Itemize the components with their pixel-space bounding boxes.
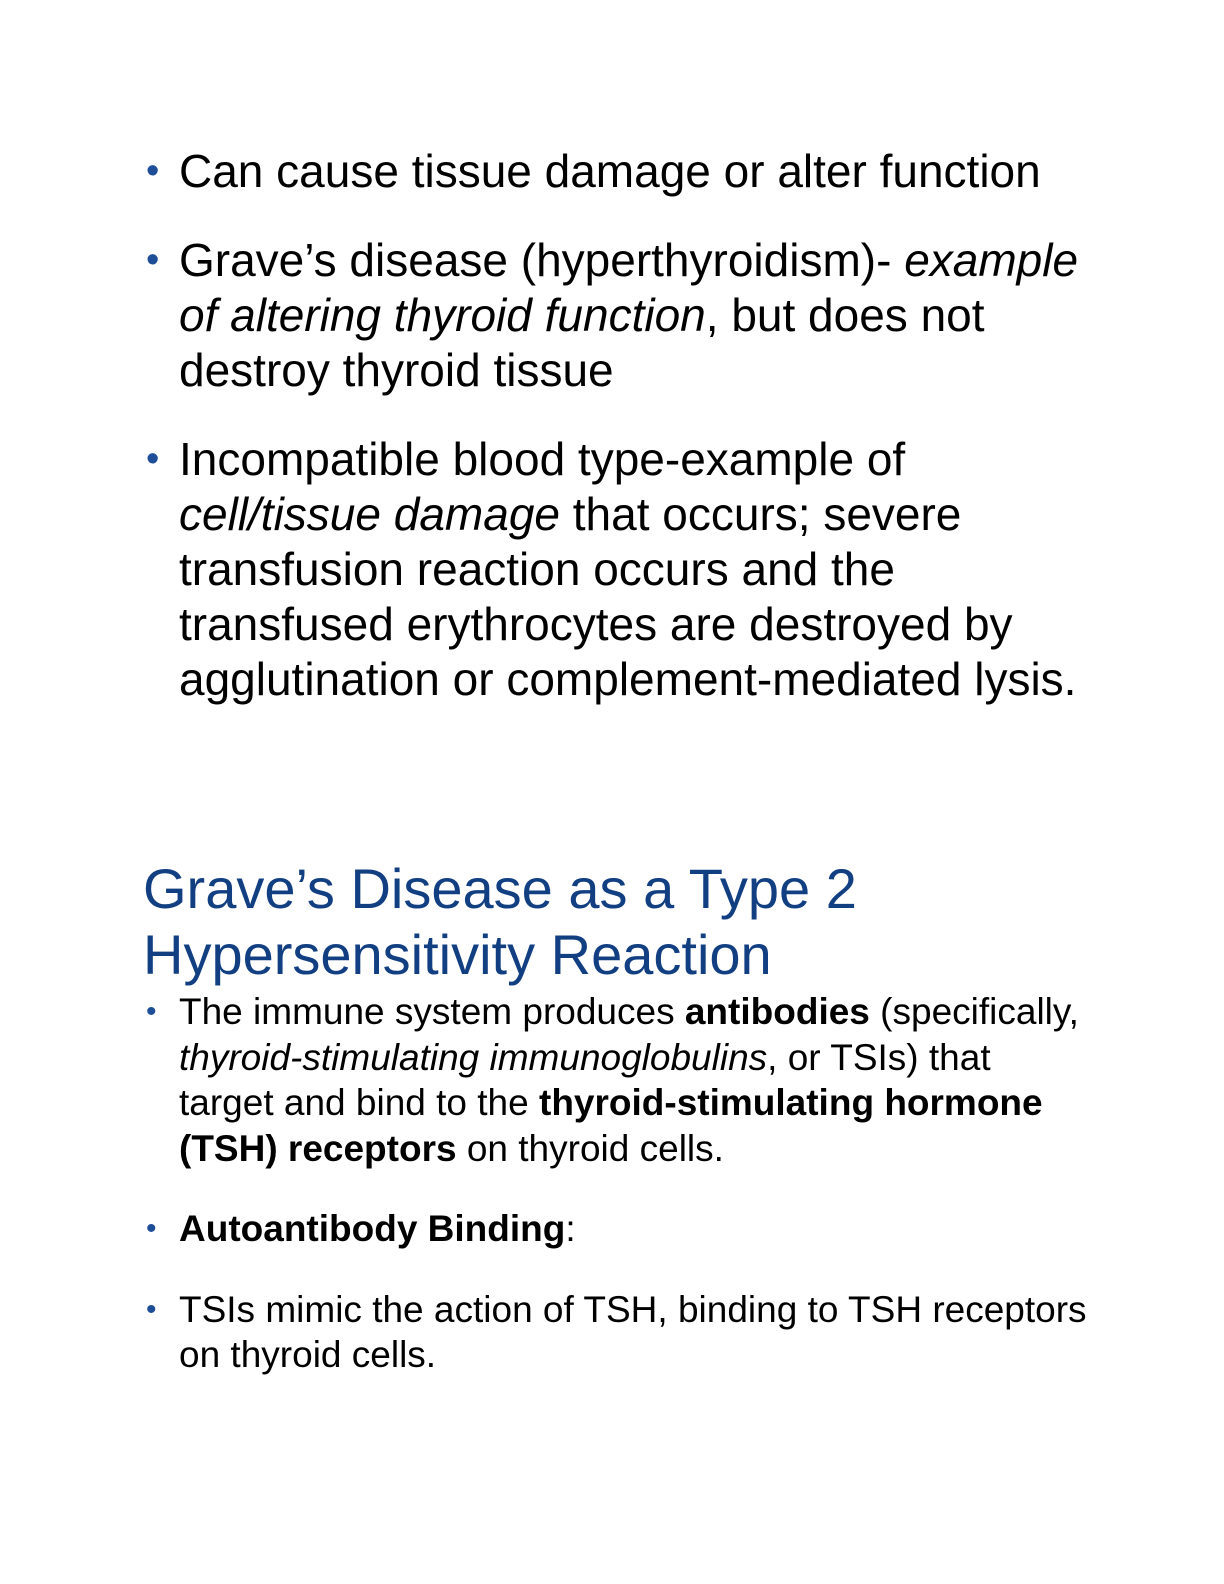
- bullet-text-part: Incompatible blood type-example of: [179, 433, 906, 485]
- bullet-text-part: on thyroid cells.: [456, 1127, 724, 1169]
- bullet-text-italic: cell/tissue damage: [179, 488, 560, 540]
- bullet-text-part: , but does not destroy thyroid tissue: [179, 289, 985, 396]
- bullet-icon: •: [146, 150, 160, 192]
- bullet-icon: •: [146, 438, 160, 480]
- bullet-icon: •: [146, 995, 157, 1028]
- bullet-text-bold: Autoantibody Binding: [179, 1208, 566, 1249]
- list-item: [0, 1206, 1224, 1252]
- bullet-text-italic: thyroid-stimulating immunoglobulins: [179, 1036, 768, 1078]
- bullet-icon: •: [146, 1292, 157, 1326]
- section-heading: Grave’s Disease as a Type 2 Hypersensitivity Reaction: [143, 857, 857, 986]
- bullet-text-part: , or TSIs) that target and bind to the: [179, 1036, 991, 1123]
- bullet-text-part: Grave’s disease (hyperthyroidism)-: [179, 234, 905, 286]
- bullet-text-bold: thyroid-stimulating hormone (TSH) receptors: [179, 1082, 1043, 1169]
- bullet-text-italic: example of altering thyroid function: [179, 234, 1079, 341]
- bullet-text-part: :: [565, 1208, 576, 1249]
- bullet-list-effects: [0, 144, 1224, 707]
- bullet-text-bold: antibodies: [684, 991, 870, 1032]
- list-item: [0, 233, 1224, 398]
- bullet-text: Can cause tissue damage or alter function: [179, 145, 1041, 197]
- list-item: [0, 989, 1224, 1171]
- list-item: [0, 144, 1224, 199]
- list-item: [0, 432, 1224, 707]
- list-item: [0, 1287, 1224, 1378]
- bullet-text-part: that occurs; severe transfusion reaction occurs and the transfused erythrocytes are destroyed by agglutination or complement-mediated lysis.: [179, 488, 1077, 705]
- bullet-list-graves: [0, 989, 1224, 1378]
- bullet-icon: •: [146, 1212, 157, 1245]
- bullet-text-part: (specifically,: [869, 991, 1079, 1032]
- bullet-text: TSIs mimic the action of TSH, binding to TSH receptors on thyroid cells.: [179, 1288, 1087, 1375]
- bullet-icon: •: [146, 239, 160, 281]
- bullet-text-part: The immune system produces: [179, 991, 685, 1032]
